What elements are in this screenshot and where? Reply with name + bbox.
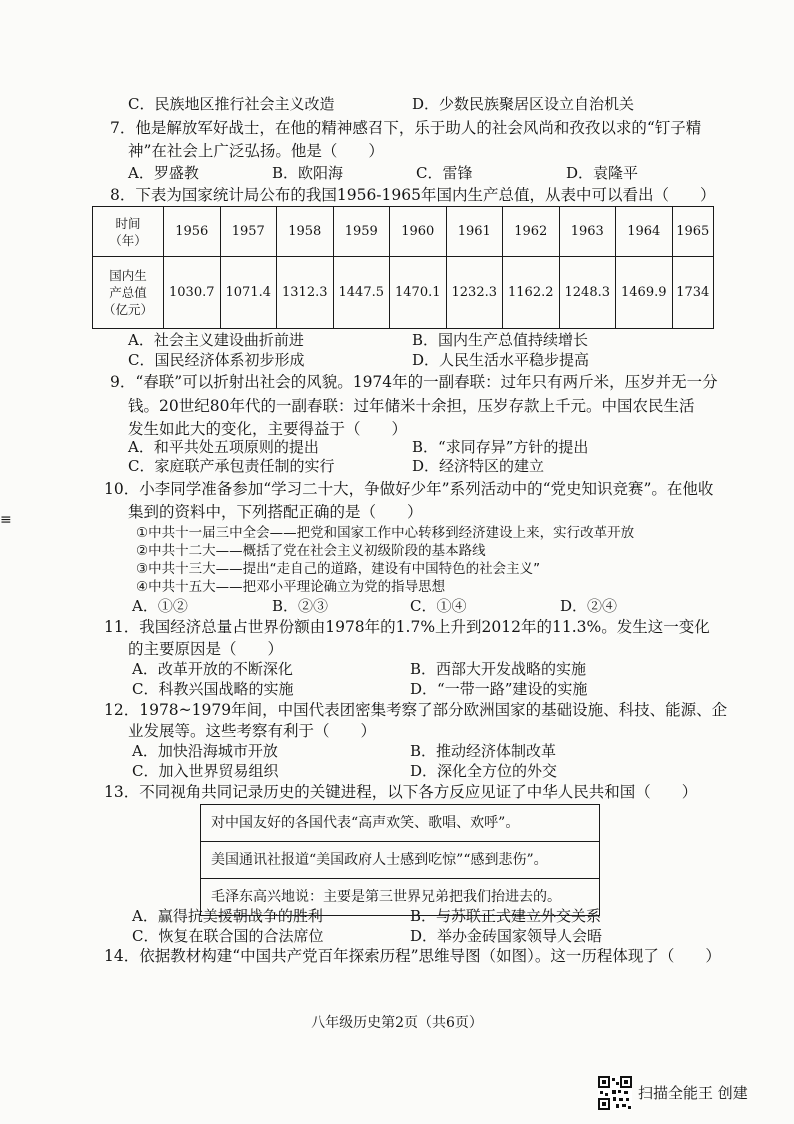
table-value: 1470.1 bbox=[390, 257, 447, 329]
q13-option-d: D．举办金砖国家领导人会晤 bbox=[410, 927, 603, 945]
table-header-gdp: 国内生 产总值 （亿元） bbox=[93, 257, 164, 329]
q8-option-d: D．人民生活水平稳步提高 bbox=[412, 351, 590, 369]
gdp-table bbox=[92, 206, 714, 329]
q12-option-b: B．推动经济体制改革 bbox=[410, 742, 557, 760]
q12-stem-line2: 业发展等。这些考察有利于（ ） bbox=[128, 722, 377, 740]
table-year: 1961 bbox=[446, 207, 503, 257]
q13-option-a: A．赢得抗美援朝战争的胜利 bbox=[132, 907, 323, 925]
q7-stem-line1: 7．他是解放军好战士，在他的精神感召下，乐于助人的社会风尚和孜孜以求的“钉子精 bbox=[110, 119, 702, 137]
q6-option-c: C．民族地区推行社会主义改造 bbox=[128, 95, 335, 113]
q9-stem-line2: 钱。20世纪80年代的一副春联：过年储米十余担，压岁存款上千元。中国农民生活 bbox=[128, 397, 695, 415]
q9-stem-line3: 发生如此大的变化，主要得益于（ ） bbox=[128, 420, 408, 438]
q10-item-4: ④中共十五大——把邓小平理论确立为党的指导思想 bbox=[136, 579, 446, 595]
q7-option-d: D．袁隆平 bbox=[566, 164, 639, 182]
table-value: 1447.5 bbox=[333, 257, 390, 329]
q14-stem: 14．依据教材构建“中国共产党百年探索历程”思维导图（如图）。这一历程体现了（ ） bbox=[104, 947, 721, 965]
q13-quote-2: 美国通讯社报道“美国政府人士感到吃惊”“感到悲伤”。 bbox=[201, 842, 599, 879]
table-value: 1232.3 bbox=[446, 257, 503, 329]
q11-stem-line2: 的主要原因是（ ） bbox=[128, 640, 284, 658]
q13-stem: 13．不同视角共同记录历史的关键进程，以下各方反应见证了中华人民共和国（ ） bbox=[104, 783, 698, 801]
q10-option-c: C．①④ bbox=[410, 597, 467, 615]
q11-option-a: A．改革开放的不断深化 bbox=[132, 660, 293, 678]
q9-option-b: B．“求同存异”方针的提出 bbox=[412, 438, 589, 456]
q11-option-b: B．西部大开发战略的实施 bbox=[410, 660, 587, 678]
q8-option-b: B．国内生产总值持续增长 bbox=[412, 331, 589, 349]
table-value: 1162.2 bbox=[503, 257, 560, 329]
q9-stem-line1: 9．“春联”可以折射出社会的风貌。1974年的一副春联：过年只有两斤米，压岁并无一分 bbox=[110, 373, 718, 391]
table-value: 1248.3 bbox=[559, 257, 616, 329]
table-year: 1963 bbox=[559, 207, 616, 257]
table-value: 1071.4 bbox=[220, 257, 277, 329]
q9-option-c: C．家庭联产承包责任制的实行 bbox=[128, 457, 335, 475]
q10-stem-line2: 集到的资料中，下列搭配正确的是（ ） bbox=[128, 503, 423, 521]
q12-option-d: D．深化全方位的外交 bbox=[410, 762, 558, 780]
table-year: 1958 bbox=[277, 207, 334, 257]
q7-option-a: A．罗盛教 bbox=[128, 164, 199, 182]
q10-option-d: D．②④ bbox=[560, 597, 618, 615]
table-year: 1965 bbox=[672, 207, 714, 257]
table-year: 1956 bbox=[164, 207, 221, 257]
table-value: 1734 bbox=[672, 257, 714, 329]
q12-option-c: C．加入世界贸易组织 bbox=[132, 762, 279, 780]
q11-option-c: C．科教兴国战略的实施 bbox=[132, 680, 294, 698]
q6-option-d: D．少数民族聚居区设立自治机关 bbox=[412, 95, 635, 113]
q13-quote-box bbox=[200, 804, 600, 916]
scanner-watermark: 扫描全能王 创建 bbox=[638, 1084, 748, 1102]
table-value: 1469.9 bbox=[616, 257, 673, 329]
q13-quote-3: 毛泽东高兴地说：主要是第三世界兄弟把我们抬进去的。 bbox=[211, 889, 561, 905]
q8-option-a: A．社会主义建设曲折前进 bbox=[128, 331, 304, 349]
q10-item-1: ①中共十一届三中全会——把党和国家工作中心转移到经济建设上来，实行改革开放 bbox=[136, 525, 635, 541]
q10-item-2: ②中共十二大——概括了党在社会主义初级阶段的基本路线 bbox=[136, 543, 486, 559]
margin-mark: ≡ bbox=[0, 512, 12, 528]
table-year: 1959 bbox=[333, 207, 390, 257]
table-year: 1962 bbox=[503, 207, 560, 257]
q13-option-b: B．与苏联正式建立外交关系 bbox=[410, 907, 602, 925]
q12-option-a: A．加快沿海城市开放 bbox=[132, 742, 278, 760]
table-value: 1312.3 bbox=[277, 257, 334, 329]
q7-stem-line2: 神”在社会上广泛弘扬。他是（ ） bbox=[128, 142, 384, 160]
q8-stem: 8．下表为国家统计局公布的我国1956-1965年国内生产总值，从表中可以看出（ ） bbox=[110, 186, 716, 204]
table-year: 1960 bbox=[390, 207, 447, 257]
q13-option-c: C．恢复在联合国的合法席位 bbox=[132, 927, 324, 945]
table-header-time: 时间 （年） bbox=[93, 207, 164, 257]
table-value: 1030.7 bbox=[164, 257, 221, 329]
q11-option-d: D．“一带一路”建设的实施 bbox=[410, 680, 588, 698]
qr-code-icon bbox=[598, 1076, 632, 1110]
q11-stem-line1: 11．我国经济总量占世界份额由1978年的1.7%上升到2012年的11.3%。发生这一变化 bbox=[104, 618, 710, 636]
table-year: 1957 bbox=[220, 207, 277, 257]
table-year: 1964 bbox=[616, 207, 673, 257]
q10-item-3: ③中共十三大——提出“走自己的道路，建设有中国特色的社会主义” bbox=[136, 561, 541, 577]
q13-quote-1: 对中国友好的各国代表“高声欢笑、歌唱、欢呼”。 bbox=[201, 805, 599, 842]
q12-stem-line1: 12．1978~1979年间，中国代表团密集考察了部分欧洲国家的基础设施、科技、能源、企 bbox=[104, 701, 728, 719]
q10-option-b: B．②③ bbox=[272, 597, 329, 615]
q9-option-d: D．经济特区的建立 bbox=[412, 457, 545, 475]
q7-option-b: B．欧阳海 bbox=[272, 164, 344, 182]
q9-option-a: A．和平共处五项原则的提出 bbox=[128, 438, 319, 456]
q8-option-c: C．国民经济体系初步形成 bbox=[128, 351, 305, 369]
q10-option-a: A．①② bbox=[132, 597, 188, 615]
q10-stem-line1: 10．小李同学准备参加“学习二十大，争做好少年”系列活动中的“党史知识竞赛”。在他收 bbox=[104, 480, 714, 498]
page-footer: 八年级历史第2页（共6页） bbox=[311, 1015, 483, 1031]
q7-option-c: C．雷锋 bbox=[416, 164, 473, 182]
